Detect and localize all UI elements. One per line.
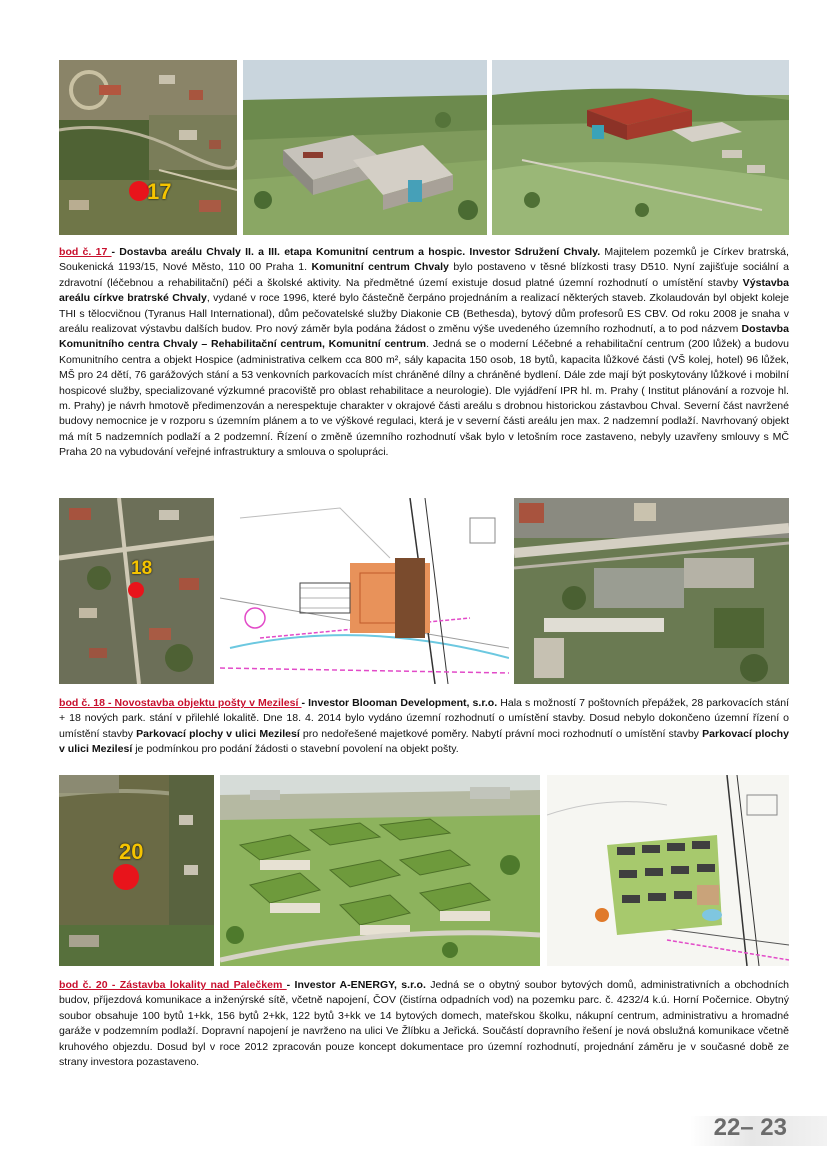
body-text: Hala s možností 7 poštovních přepážek, 28 parkovacích stání + 18 nových park. stání v přilehlé lokalitě. Dne 18. 4. 2014 bylo vydáno územní rozhodnutí o umístění stavby. Dosud nebylo dokončeno územní řízení o umístění stavby (59, 697, 790, 740)
section-17-text (59, 245, 789, 461)
bold-text: Komunitní centrum Chvaly (311, 261, 449, 274)
aerial-map-18 (59, 498, 214, 684)
section-label: bod č. 18 - Novostavba objektu pošty v Mezilesí (59, 697, 302, 709)
page-number: 22– 23 (713, 1114, 787, 1141)
site-plan-20 (547, 775, 789, 966)
bold-text: - Investor Blooman Development, s.r.o. (301, 697, 498, 709)
map-marker-number: 17 (147, 179, 172, 204)
map-marker-dot (129, 181, 149, 201)
body-text: . Jedná se o moderní Léčebné a rehabilitační centrum (200 lůžek) a budovu Komunitního centra a objekt Hospice (administrativa celkem cca 800 m², sály kapacita 150 osob, 18 bytů, kapacita lůžkové části (VŠ kolej, hotel) 96 lůžek, MŠ pro 24 dětí, 76 garážových stání a 53 venkovních parkovacích míst chráněné dílny a chráněné bydlení. Dále zde mají být poskytovány lůžkové i mobilní hospicové služby, specializované výzkumné pracoviště pro oblast rehabilitace a neurologie). Dle vyjádření IPR hl. m. Prahy ( Institut plánování a rozvoje hl. m. Prahy) je návrh hmotově předimenzován a nerespektuje charakter v okrajové části areálu s drobnou historickou zástavbou Chval. Severní část navržené budovy nemocnice je v rozporu s územním plánem a to ve výškové regulaci, která je v severní části areálu jen max. 2 nadzemní podlaží. Navrhovaný objekt má mít 5 nadzemních podlaží a 2 podzemní. Řízení o změně územního rozhodnutí však bylo v letošním roce zastaveno, nebyly uzavřeny smlouvy s MČ Praha 20 na vybudování veřejné infrastruktury a smlouva o spolupráci. (59, 338, 789, 459)
bold-text: Dostavba Komunitního centra Chvaly – Rehabilitační centrum, Komunitní centrum (59, 323, 789, 351)
aerial-map-20 (59, 775, 214, 966)
section-17-paragraph (59, 245, 789, 461)
map-marker-dot (128, 582, 144, 598)
aerial-photo-18 (514, 498, 789, 684)
bold-text: - Dostavba areálu Chvaly II. a III. etapa Komunitní centrum a hospic. Investor Sdružení Chvaly. (111, 246, 601, 258)
visualization-17-a (243, 60, 487, 235)
section-20-paragraph (59, 978, 789, 1070)
bold-text: Výstavba areálu církve bratrské Chvaly (59, 276, 789, 305)
visualization-20 (220, 775, 540, 966)
bold-text: Parkovací plochy v ulici Mezilesí (136, 727, 300, 740)
body-text: , vydané v roce 1996, které bylo částečně čerpáno projednáním a realizací některých staveb. Zkolaudován byl objekt koleje THI s tělocvičnou (Tyranus Hall International), dům pečovatelské služby Diakonie CB (Bethesda), bytový dům profesorů ES CBV. Od roku 2008 je snaha v areálu realizovat výstavbu dalších budov. Pro nový záměr byla podána žádost o změnu výše uvedeného územního rozhodnutí, a to pod názvem (59, 292, 790, 336)
section-20-text (59, 978, 789, 1070)
section-18-text (59, 696, 789, 758)
section-18-paragraph (59, 696, 789, 758)
site-plan-18 (220, 498, 509, 684)
section-label: bod č. 17 (59, 246, 112, 258)
map-marker-number: 18 (131, 558, 153, 579)
body-text: bylo postaveno v těsné blízkosti trasy D510. Nyní zajišťuje sociální a zdravotní (léčebnou a rehabilitační) péči a školské aktivity. Na předmětné území existuje dosud platné územní rozhodnutí o umístění stavby (59, 261, 790, 289)
visualization-17-b (492, 60, 789, 235)
body-text: pro nedořešené majetkové poměry. Nabytí právní moci rozhodnutí o umístění stavby (299, 727, 703, 740)
body-text: Jedná se o obytný soubor bytových domů, administrativních a obchodních budov, příjezdová komunikace a inženýrské sítě, včetně napojení, ČOV (čistírna odpadních vod) na pozemku parc. č. 4232/4 k.ú. Horní Počernice. Obytný soubor obsahuje 100 bytů 1+kk, 156 bytů 2+kk, 122 bytů 3+kk ve 14 bytových domech, mateřskou školku, nákupní centrum, administrativu a hromadné garáže v podzemním podlaží. Dopravní napojení je navrženo na ulici Ve Žlíbku a Jeřická. Součástí dopravního řešení je nová obslužná komunikace včetně kruhového objezdu. Dosud byl v roce 2012 zpracován pouze koncept dokumentace pro územní rozhodnutí, projednání záměru je v současné době ze strany investora pozastaveno. (59, 979, 789, 1069)
bold-text: Parkovací plochy v ulici Mezilesí (59, 727, 789, 756)
map-marker-number: 20 (119, 839, 144, 864)
bold-text: - Investor A-ENERGY, s.r.o. (286, 979, 426, 991)
map-marker-dot (113, 864, 139, 890)
body-text: je podmínkou pro podání žádosti o stavební povolení na objekt pošty. (132, 743, 459, 756)
section-label: bod č. 20 - Zástavba lokality nad Palečkem (59, 979, 287, 991)
body-text: Majitelem pozemků je Církev bratrská, Soukenická 1193/15, Nové Město, 110 00 Praha 1. (59, 246, 789, 274)
aerial-map-17 (59, 60, 237, 235)
